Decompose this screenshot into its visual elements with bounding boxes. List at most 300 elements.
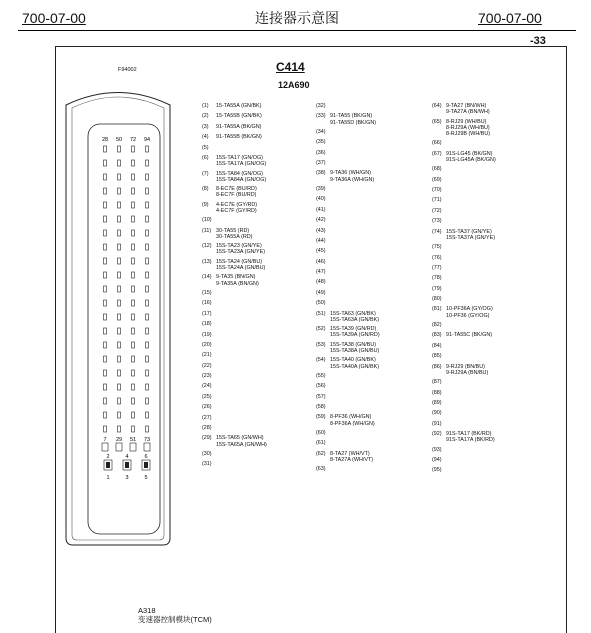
pin-cavity bbox=[146, 230, 149, 236]
circuit-line: 15S-TA65A (GN/WH) bbox=[216, 441, 267, 448]
pin-row bbox=[202, 451, 267, 457]
pin-circuits bbox=[446, 140, 496, 146]
pin-cavity bbox=[104, 244, 107, 250]
pin-cavity bbox=[132, 174, 135, 180]
pin-number: (4) bbox=[202, 134, 209, 141]
pin-circuits bbox=[216, 415, 267, 421]
pin-circuits bbox=[216, 451, 267, 457]
pin-number: (82) bbox=[432, 322, 442, 329]
circuit-line: 15S-TA63 (GN/BK) bbox=[330, 310, 376, 317]
connector-diagram bbox=[0, 0, 200, 632]
pin-cavity bbox=[146, 202, 149, 208]
pin-circuits bbox=[330, 290, 380, 296]
pin-row bbox=[316, 311, 380, 323]
pin-cavity bbox=[132, 300, 135, 306]
pin-circuits bbox=[216, 435, 267, 447]
pin-row bbox=[316, 186, 380, 192]
pin-circuits bbox=[216, 113, 267, 119]
pin-number: (62) bbox=[316, 450, 326, 457]
pin-row bbox=[316, 207, 380, 213]
pin-list-column-1 bbox=[202, 103, 267, 472]
pin-row bbox=[202, 352, 267, 358]
pin-circuits bbox=[330, 103, 380, 109]
pin-circuits bbox=[446, 255, 496, 261]
pin-cavity bbox=[118, 258, 121, 264]
pin-circuits bbox=[216, 124, 267, 130]
pin-circuits bbox=[446, 187, 496, 193]
pin-cavity bbox=[132, 398, 135, 404]
pin-number: (88) bbox=[432, 389, 442, 396]
pin-row bbox=[202, 394, 267, 400]
pin-circuits bbox=[330, 207, 380, 213]
pin-circuits bbox=[330, 404, 380, 410]
pin-cavity bbox=[132, 202, 135, 208]
pin-cavity bbox=[118, 342, 121, 348]
pin-circuits bbox=[216, 290, 267, 296]
terminal-middle-core bbox=[125, 462, 129, 468]
pin-circuits bbox=[330, 326, 380, 338]
pin-number: (64) bbox=[432, 103, 442, 109]
circuit-line: 4-EC7E (GY/RD) bbox=[216, 201, 258, 208]
pin-cavity bbox=[146, 286, 149, 292]
pin-cavity bbox=[132, 230, 135, 236]
pin-row bbox=[202, 228, 267, 240]
pin-row bbox=[202, 134, 267, 140]
pin-circuits bbox=[330, 279, 380, 285]
pin-number: (2) bbox=[202, 113, 209, 120]
pin-row bbox=[432, 151, 496, 163]
pin-row bbox=[202, 383, 267, 389]
pin-cavity bbox=[104, 342, 107, 348]
pin-number: (95) bbox=[432, 467, 442, 474]
pin-row bbox=[316, 248, 380, 254]
pin-circuits bbox=[446, 332, 496, 338]
pin-number: (36) bbox=[316, 149, 326, 156]
pin-cavity bbox=[132, 412, 135, 418]
pin-circuits bbox=[216, 311, 267, 317]
circuit-line: 15S-TA84A (GN/OG) bbox=[216, 176, 267, 183]
circuit-line: 15S-TA17 (GN/OG) bbox=[216, 154, 263, 161]
pin-number: (7) bbox=[202, 170, 209, 177]
pin-circuits bbox=[446, 353, 496, 359]
pin-circuits bbox=[446, 400, 496, 406]
circuit-line: 91-TA55B (BK/GN) bbox=[216, 134, 262, 141]
circuit-line: 8-EC7E (BU/RD) bbox=[216, 186, 257, 193]
pin-number: (83) bbox=[432, 332, 442, 339]
pin-row bbox=[202, 155, 267, 167]
pin-row bbox=[202, 342, 267, 348]
circuit-line: 9-TA36 (WH/GN) bbox=[330, 170, 371, 177]
pin-row bbox=[432, 379, 496, 385]
pin-row bbox=[316, 129, 380, 135]
pin-number: (48) bbox=[316, 279, 326, 286]
pin-circuits bbox=[446, 306, 496, 318]
pin-row bbox=[432, 197, 496, 203]
pin-number: (70) bbox=[432, 187, 442, 194]
circuit-line: 8-PF36A (WH/GN) bbox=[330, 420, 375, 427]
pin-label-5: 5 bbox=[144, 475, 148, 481]
pin-number: (19) bbox=[202, 331, 212, 338]
pin-cavity bbox=[146, 174, 149, 180]
pin-number: (78) bbox=[432, 275, 442, 282]
pin-circuits bbox=[216, 171, 267, 183]
circuit-line: 91-TA55C (BK/GN) bbox=[446, 332, 493, 339]
pin-label-2: 2 bbox=[106, 454, 110, 460]
pin-row bbox=[202, 435, 267, 447]
circuit-line: 15S-TA23 (GN/YE) bbox=[216, 243, 262, 250]
pin-cavity bbox=[132, 272, 135, 278]
pin-cavity bbox=[146, 188, 149, 194]
pin-cavity bbox=[146, 300, 149, 306]
pin-circuits bbox=[330, 248, 380, 254]
pin-number: (66) bbox=[432, 140, 442, 147]
circuit-line: 15S-TA63A (GN/BK) bbox=[330, 316, 380, 323]
pin-circuits bbox=[446, 208, 496, 214]
pin-cavity bbox=[132, 384, 135, 390]
pin-circuits bbox=[216, 363, 267, 369]
pin-number: (27) bbox=[202, 414, 212, 421]
pin-circuits bbox=[216, 259, 267, 271]
pin-number: (74) bbox=[432, 228, 442, 235]
pin-cavity bbox=[146, 160, 149, 166]
pin-number: (23) bbox=[202, 373, 212, 380]
pin-row bbox=[432, 431, 496, 443]
pin-cavity bbox=[132, 356, 135, 362]
pin-row bbox=[432, 286, 496, 292]
pin-cavity bbox=[104, 188, 107, 194]
pin-circuits bbox=[216, 300, 267, 306]
pin-row bbox=[316, 103, 380, 109]
pin-row bbox=[202, 274, 267, 286]
pin-circuits bbox=[330, 259, 380, 265]
pin-number: (60) bbox=[316, 430, 326, 437]
pin-circuits bbox=[446, 151, 496, 163]
pin-row bbox=[316, 342, 380, 354]
pin-row bbox=[316, 160, 380, 166]
header-title: 连接器示意图 bbox=[255, 10, 339, 26]
pin-circuits bbox=[330, 342, 380, 354]
pin-cavity bbox=[132, 314, 135, 320]
pin-number: (65) bbox=[432, 118, 442, 125]
pin-row bbox=[432, 353, 496, 359]
pin-number: (5) bbox=[202, 144, 209, 151]
pin-row bbox=[316, 269, 380, 275]
pin-circuits bbox=[216, 145, 267, 151]
pin-number: (42) bbox=[316, 217, 326, 224]
circuit-line: 9-TA27A (BN/WH) bbox=[446, 109, 490, 116]
pin-circuits bbox=[330, 451, 380, 463]
pin-cavity bbox=[118, 160, 121, 166]
circuit-line: 91S-LG45A (BK/GN) bbox=[446, 156, 496, 163]
pin-circuits bbox=[446, 447, 496, 453]
pin-number: (9) bbox=[202, 201, 209, 208]
pin-row bbox=[316, 290, 380, 296]
pin-row bbox=[432, 457, 496, 463]
pin-row bbox=[432, 265, 496, 271]
pin-circuits bbox=[330, 186, 380, 192]
circuit-line: 4-EC7F (GY/RD) bbox=[216, 207, 257, 214]
pin-cavity bbox=[104, 216, 107, 222]
pin-number: (92) bbox=[432, 431, 442, 438]
pin-row bbox=[316, 238, 380, 244]
pin-circuits bbox=[446, 296, 496, 302]
terminal-left-core bbox=[106, 462, 110, 468]
pin-row bbox=[432, 208, 496, 214]
pin-number: (28) bbox=[202, 424, 212, 431]
pin-row bbox=[432, 140, 496, 146]
pin-number: (79) bbox=[432, 285, 442, 292]
pin-number: (55) bbox=[316, 372, 326, 379]
header-left-code: 700-07-00 bbox=[22, 10, 86, 26]
pin-row bbox=[316, 383, 380, 389]
pin-row bbox=[202, 202, 267, 214]
pin-row bbox=[202, 259, 267, 271]
pin-cavity bbox=[118, 202, 121, 208]
pin-cavity bbox=[118, 370, 121, 376]
pin-circuits bbox=[216, 352, 267, 358]
pin-row bbox=[432, 400, 496, 406]
pin-row bbox=[432, 390, 496, 396]
connector-part-number: 12A690 bbox=[278, 80, 310, 90]
pin-number: (38) bbox=[316, 170, 326, 177]
circuit-line: 15S-TA17A (GN/OG) bbox=[216, 161, 267, 168]
pin-block-29 bbox=[116, 443, 122, 451]
circuit-line: 10-PF36 (GY/OG) bbox=[446, 312, 490, 319]
pin-row bbox=[432, 255, 496, 261]
circuit-line: 9-RJ29A (BN/BU) bbox=[446, 369, 489, 376]
pin-row bbox=[202, 145, 267, 151]
pin-number: (40) bbox=[316, 196, 326, 203]
pin-circuits bbox=[446, 322, 496, 328]
pin-number: (72) bbox=[432, 207, 442, 214]
pin-row bbox=[316, 394, 380, 400]
pin-number: (56) bbox=[316, 383, 326, 390]
circuit-line: 15S-TA40 (GN/BK) bbox=[330, 357, 376, 364]
pin-number: (37) bbox=[316, 160, 326, 167]
pin-row bbox=[202, 461, 267, 467]
pin-circuits bbox=[216, 217, 267, 223]
pin-row bbox=[202, 373, 267, 379]
pin-circuits bbox=[330, 150, 380, 156]
pin-number: (39) bbox=[316, 186, 326, 193]
terminal-right-core bbox=[144, 462, 148, 468]
pin-circuits bbox=[216, 274, 267, 286]
pin-cavity bbox=[104, 300, 107, 306]
pin-number: (93) bbox=[432, 446, 442, 453]
pin-circuits bbox=[330, 269, 380, 275]
pin-cavity bbox=[132, 216, 135, 222]
pin-number: (8) bbox=[202, 186, 209, 193]
pin-cavity bbox=[104, 202, 107, 208]
pin-number: (61) bbox=[316, 440, 326, 447]
circuit-line: 91-TA55D (BK/GN) bbox=[330, 119, 377, 126]
pin-row bbox=[316, 150, 380, 156]
pin-row bbox=[316, 430, 380, 436]
pin-number: (11) bbox=[202, 227, 212, 234]
circuit-line: 8-EC7F (BU/RD) bbox=[216, 192, 257, 199]
pin-row bbox=[202, 300, 267, 306]
pin-number: (51) bbox=[316, 310, 326, 317]
pin-number: (13) bbox=[202, 258, 212, 265]
pin-row bbox=[432, 410, 496, 416]
pin-number: (89) bbox=[432, 399, 442, 406]
module-code: A318 bbox=[138, 606, 156, 615]
pin-cavity bbox=[132, 370, 135, 376]
pin-row bbox=[432, 275, 496, 281]
pin-circuits bbox=[216, 394, 267, 400]
pin-cavity bbox=[118, 188, 121, 194]
circuit-line: 8-RJ29 (WH/BU) bbox=[446, 118, 487, 125]
pin-number: (90) bbox=[432, 410, 442, 417]
pin-number: (10) bbox=[202, 217, 212, 224]
pin-circuits bbox=[446, 421, 496, 427]
pin-row bbox=[316, 113, 380, 125]
pin-row bbox=[202, 321, 267, 327]
pin-number: (44) bbox=[316, 237, 326, 244]
pin-circuits bbox=[446, 467, 496, 473]
pin-number: (29) bbox=[202, 435, 212, 442]
pin-number: (12) bbox=[202, 243, 212, 250]
pin-cavity bbox=[104, 174, 107, 180]
pin-label-3: 3 bbox=[125, 475, 129, 481]
pin-number: (73) bbox=[432, 218, 442, 225]
pin-number: (91) bbox=[432, 420, 442, 427]
circuit-line: 15S-TA24A (GN/BU) bbox=[216, 265, 266, 272]
connector-face bbox=[88, 124, 160, 534]
pin-circuits bbox=[216, 243, 267, 255]
pin-circuits bbox=[446, 431, 496, 443]
circuit-line: 15S-TA38A (GN/BU) bbox=[330, 347, 380, 354]
pin-row bbox=[432, 103, 496, 115]
pin-row bbox=[432, 306, 496, 318]
pin-number: (21) bbox=[202, 352, 212, 359]
pin-cavity bbox=[104, 146, 107, 152]
pin-cavity bbox=[118, 328, 121, 334]
pin-circuits bbox=[216, 425, 267, 431]
pin-row bbox=[316, 139, 380, 145]
pin-cavity bbox=[146, 384, 149, 390]
pin-cavity bbox=[118, 244, 121, 250]
pin-label-6: 6 bbox=[144, 454, 148, 460]
pin-cavity bbox=[146, 244, 149, 250]
pin-circuits bbox=[446, 457, 496, 463]
pin-circuits bbox=[330, 300, 380, 306]
pin-label-73: 73 bbox=[143, 437, 151, 443]
pin-circuits bbox=[216, 228, 267, 240]
circuit-line: 15S-TA65 (GN/WH) bbox=[216, 435, 264, 442]
circuit-line: 91-TA55 (BK/GN) bbox=[330, 113, 373, 120]
pin-row bbox=[316, 414, 380, 426]
circuit-line: 15S-TA24 (GN/BU) bbox=[216, 258, 263, 265]
pin-label-29: 29 bbox=[115, 437, 123, 443]
pin-row bbox=[432, 218, 496, 224]
circuit-line: 91S-TA17 (BK/RD) bbox=[446, 431, 492, 438]
pin-row bbox=[432, 332, 496, 338]
pin-cavity bbox=[146, 426, 149, 432]
pin-circuits bbox=[330, 139, 380, 145]
pin-label-72: 72 bbox=[129, 137, 137, 143]
circuit-line: 9-TA35 (BN/GN) bbox=[216, 274, 256, 281]
circuit-line: 8-RJ29A (WH/BU) bbox=[446, 124, 490, 131]
circuit-line: 15S-TA39A (GN/RD) bbox=[330, 332, 380, 339]
circuit-line: 30-TA55 (RD) bbox=[216, 227, 250, 234]
pin-cavity bbox=[104, 258, 107, 264]
pin-label-4: 4 bbox=[125, 454, 129, 460]
pin-number: (57) bbox=[316, 393, 326, 400]
pin-cavity bbox=[132, 188, 135, 194]
pin-label-94: 94 bbox=[143, 137, 151, 143]
pin-number: (6) bbox=[202, 154, 209, 161]
pin-number: (32) bbox=[316, 103, 326, 109]
pin-label-50: 50 bbox=[115, 137, 123, 143]
pin-circuits bbox=[216, 186, 267, 198]
pin-cavity bbox=[118, 272, 121, 278]
pin-circuits bbox=[446, 119, 496, 138]
pin-number: (3) bbox=[202, 123, 209, 130]
pin-circuits bbox=[330, 440, 380, 446]
pin-cavity bbox=[104, 230, 107, 236]
pin-number: (75) bbox=[432, 244, 442, 251]
pin-cavity bbox=[118, 384, 121, 390]
circuit-line: 15S-TA39 (GN/RD) bbox=[330, 326, 377, 333]
pin-number: (50) bbox=[316, 300, 326, 307]
pin-row bbox=[432, 229, 496, 241]
pin-cavity bbox=[146, 342, 149, 348]
pin-cavity bbox=[118, 286, 121, 292]
pin-circuits bbox=[216, 342, 267, 348]
pin-cavity bbox=[104, 370, 107, 376]
pin-cavity bbox=[146, 356, 149, 362]
pin-circuits bbox=[446, 410, 496, 416]
pin-row bbox=[432, 166, 496, 172]
pin-cavity bbox=[146, 412, 149, 418]
pin-row bbox=[316, 451, 380, 463]
pin-row bbox=[202, 103, 267, 109]
pin-circuits bbox=[446, 103, 496, 115]
pin-number: (14) bbox=[202, 274, 212, 281]
pin-circuits bbox=[330, 414, 380, 426]
pin-circuits bbox=[446, 275, 496, 281]
module-label bbox=[138, 606, 212, 624]
pin-cavity bbox=[132, 328, 135, 334]
pin-circuits bbox=[446, 343, 496, 349]
pin-circuits bbox=[330, 160, 380, 166]
pin-number: (81) bbox=[432, 306, 442, 313]
pin-list-column-2 bbox=[316, 103, 380, 477]
pin-row bbox=[432, 467, 496, 473]
pin-circuits bbox=[330, 196, 380, 202]
pin-circuits bbox=[446, 244, 496, 250]
pin-circuits bbox=[330, 373, 380, 379]
circuit-line: 91-TA55A (BK/GN) bbox=[216, 123, 262, 130]
pin-number: (87) bbox=[432, 379, 442, 386]
pin-circuits bbox=[330, 217, 380, 223]
pin-cavity bbox=[146, 146, 149, 152]
pin-circuits bbox=[330, 357, 380, 369]
pin-row bbox=[202, 243, 267, 255]
pin-circuits bbox=[330, 170, 380, 182]
pin-number: (54) bbox=[316, 357, 326, 364]
pin-number: (41) bbox=[316, 206, 326, 213]
circuit-line: 8-PF36 (WH/GN) bbox=[330, 414, 372, 421]
pin-label-1: 1 bbox=[106, 475, 110, 481]
pin-row bbox=[316, 228, 380, 234]
pin-cavity bbox=[132, 286, 135, 292]
circuit-line: 15-TA55A (GN/BK) bbox=[216, 103, 262, 109]
pin-circuits bbox=[446, 364, 496, 376]
pin-cavity bbox=[132, 146, 135, 152]
page-number: -33 bbox=[530, 35, 546, 47]
